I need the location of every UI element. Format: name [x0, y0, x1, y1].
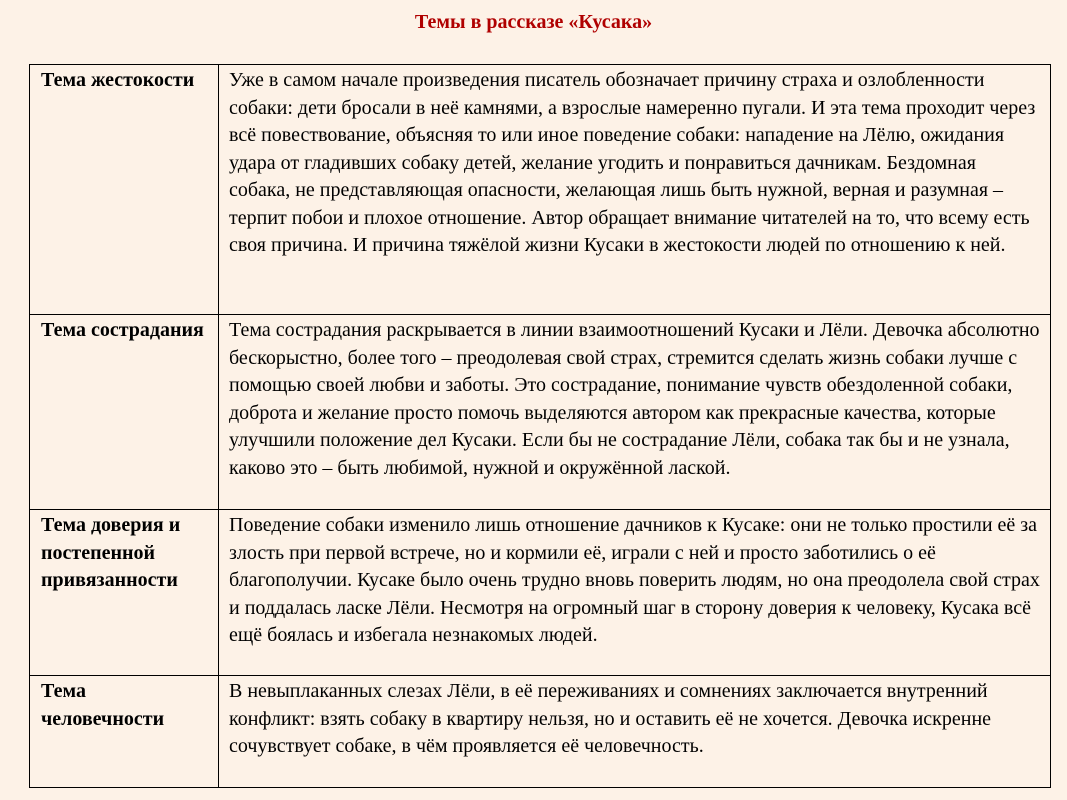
description-cell: Поведение собаки изменило лишь отношение дачников к Кусаке: они не только простили её за злость при первой встрече, но и кормили её, играли с ней и просто заботились о её благополучии. Кусаке было очень трудно вновь поверить людям, но она преодолела свой страх и поддалась ласке Лёли. Несмотря на огромный шаг в сторону доверия к человеку, Кусака всё ещё боялась и избегала незнакомых людей. [219, 510, 1051, 676]
page-title: Темы в рассказе «Кусака» [414, 11, 653, 33]
themes-table [29, 64, 1051, 788]
table-row [30, 315, 1051, 510]
table-row [30, 676, 1051, 788]
table-row [30, 65, 1051, 315]
description-cell: Уже в самом начале произведения писатель обозначает причину страха и озлобленности собаки: дети бросали в неё камнями, а взрослые намеренно пугали. И эта тема проходит через всё повествование, объясняя то или иное поведение собаки: нападение на Лёлю, ожидания удара от гладивших собаку детей, желание угодить и понравиться дачникам. Бездомная собака, не представляющая опасности, желающая лишь быть нужной, верная и разумная – терпит побои и плохое отношение. Автор обращает внимание читателей на то, что всему есть своя причина. И причина тяжёлой жизни Кусаки в жестокости людей по отношению к ней. [219, 65, 1051, 315]
theme-cell: Тема доверия и постепенной привязанности [30, 510, 219, 676]
description-cell: Тема сострадания раскрывается в линии взаимоотношений Кусаки и Лёли. Девочка абсолютно бескорыстно, более того – преодолевая свой страх, стремится сделать жизнь собаки лучше с помощью своей любви и заботы. Это сострадание, понимание чувств обездоленной собаки, доброта и желание просто помочь выделяются автором как прекрасные качества, которые улучшили положение дел Кусаки. Если бы не сострадание Лёли, собака так бы и не узнала, каково это – быть любимой, нужной и окружённой лаской. [219, 315, 1051, 510]
theme-cell: Тема жестокости [30, 65, 219, 315]
description-cell: В невыплаканных слезах Лёли, в её переживаниях и сомнениях заключается внутренний конфликт: взять собаку в квартиру нельзя, но и оставить её не хочется. Девочка искренне сочувствует собаке, в чём проявляется её человечность. [219, 676, 1051, 788]
theme-cell: Тема человечности [30, 676, 219, 788]
table-row [30, 510, 1051, 676]
theme-cell: Тема сострадания [30, 315, 219, 510]
